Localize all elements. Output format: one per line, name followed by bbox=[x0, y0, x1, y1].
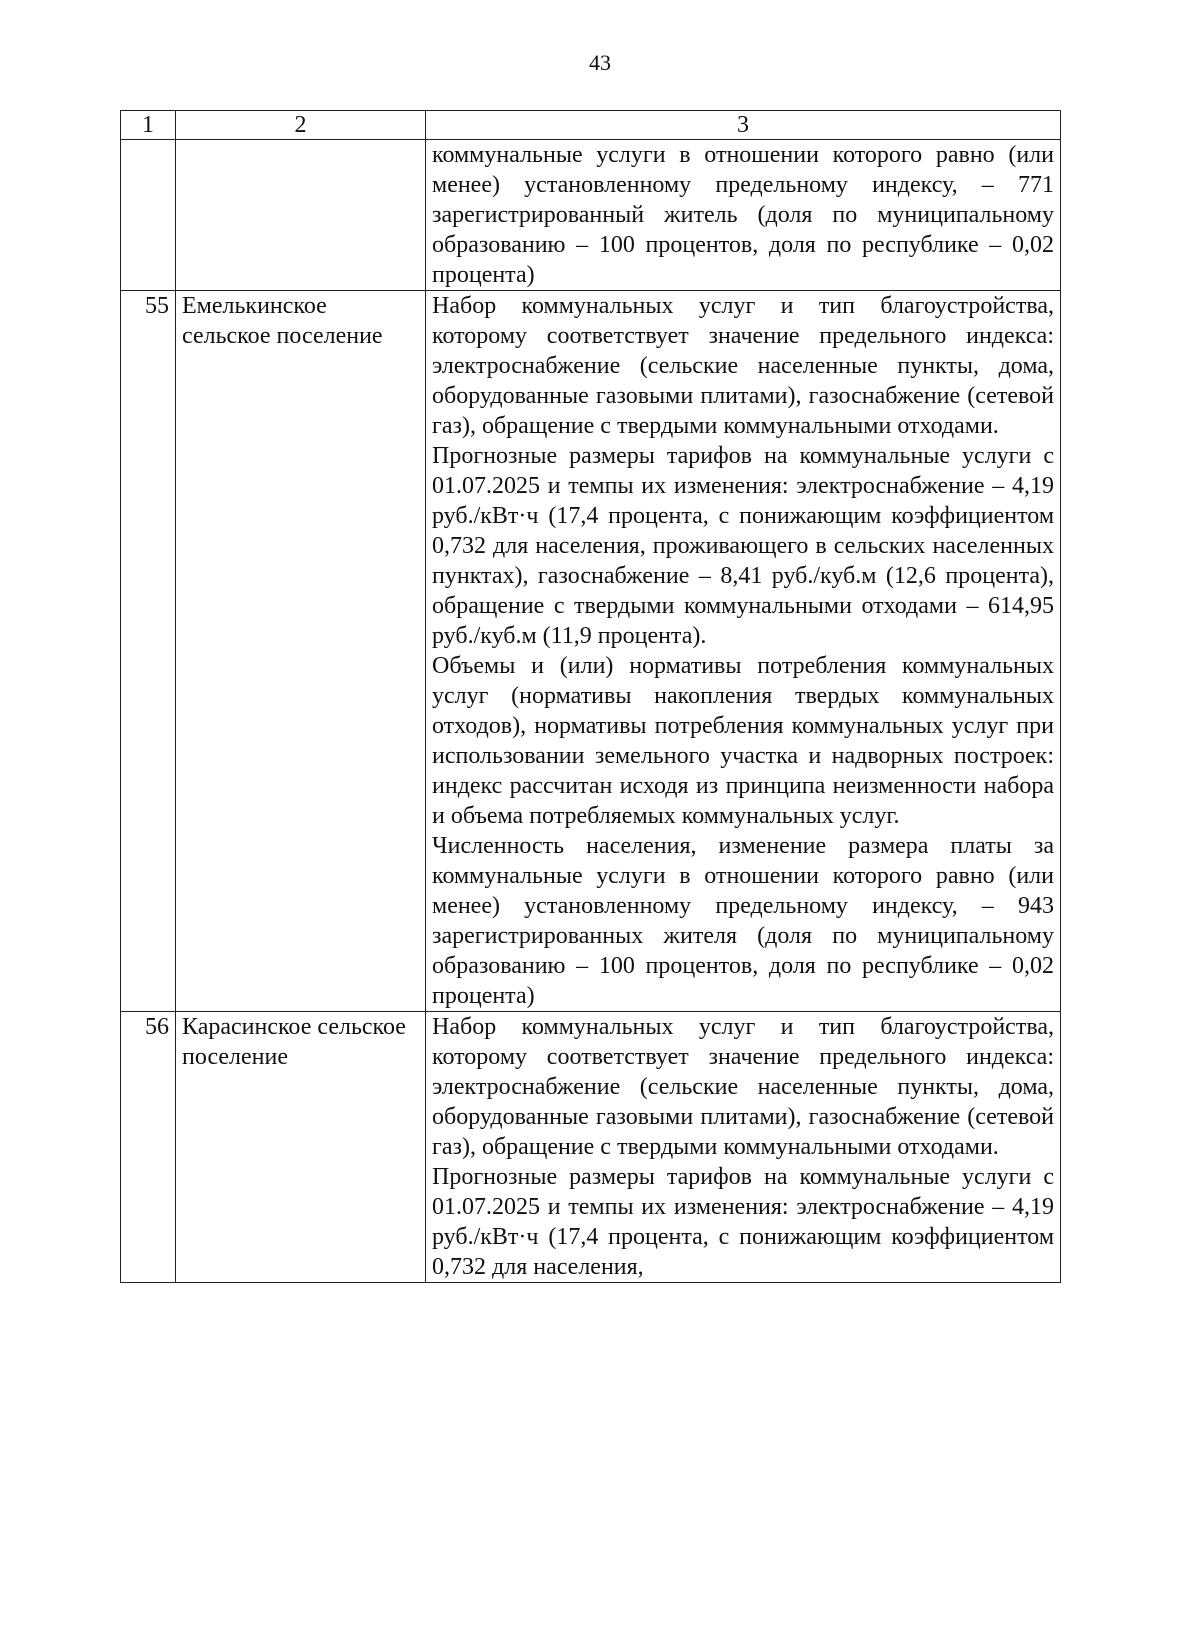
row-description bbox=[426, 291, 1061, 1012]
column-header-3: 3 bbox=[426, 111, 1061, 140]
paragraph: Численность населения, изменение размера платы за коммунальные услуги в отношении которого равно (или менее) установленному предельному индексу, – 943 зарегистрированных жителя (доля по муниципальному образованию – 100 процентов, доля по республике – 0,02 процента) bbox=[432, 833, 1054, 1009]
row-number: 55 bbox=[121, 291, 176, 1012]
paragraph: Набор коммунальных услуг и тип благоустройства, которому соответствует значение предельного индекса: электроснабжение (сельские населенные пункты, дома, оборудованные газовыми плитами), газоснабжение (сетевой газ), обращение с твердыми коммунальными отходами. bbox=[432, 293, 1054, 439]
column-header-1: 1 bbox=[121, 111, 176, 140]
paragraph: Прогнозные размеры тарифов на коммунальные услуги с 01.07.2025 и темпы их изменения: электроснабжение – 4,19 руб./кВт·ч (17,4 процента, с понижающим коэффициентом 0,732 для населения, проживающего в сельских населенных пунктах), газоснабжение – 8,41 руб./куб.м (12,6 процента), обращение с твердыми коммунальными отходами – 614,95 руб./куб.м (11,9 процента). bbox=[432, 443, 1054, 649]
column-header-2: 2 bbox=[176, 111, 426, 140]
paragraph: Набор коммунальных услуг и тип благоустройства, которому соответствует значение предельного индекса: электроснабжение (сельские населенные пункты, дома, оборудованные газовыми плитами), газоснабжение (сетевой газ), обращение с твердыми коммунальными отходами. bbox=[432, 1014, 1054, 1160]
row-number bbox=[121, 140, 176, 291]
document-table bbox=[120, 110, 1061, 1283]
paragraph: Объемы и (или) нормативы потребления коммунальных услуг (нормативы накопления твердых коммунальных отходов), нормативы потребления коммунальных услуг при использовании земельного участка и надворных построек: индекс рассчитан исходя из принципа неизменности набора и объема потребляемых коммунальных услуг. bbox=[432, 653, 1054, 829]
table-row-56 bbox=[121, 1012, 1061, 1283]
page-number: 43 bbox=[589, 50, 611, 75]
table-header-row bbox=[121, 111, 1061, 140]
settlement-name bbox=[176, 140, 426, 291]
settlement-name: Карасинское сельское поселение bbox=[176, 1012, 426, 1283]
row-description bbox=[426, 1012, 1061, 1283]
table-row-continuation bbox=[121, 140, 1061, 291]
paragraph: Прогнозные размеры тарифов на коммунальные услуги с 01.07.2025 и темпы их изменения: электроснабжение – 4,19 руб./кВт·ч (17,4 процента, с понижающим коэффициентом 0,732 для населения, bbox=[432, 1164, 1054, 1280]
table-row-55 bbox=[121, 291, 1061, 1012]
row-number: 56 bbox=[121, 1012, 176, 1283]
settlement-name: Емелькинское сельское поселение bbox=[176, 291, 426, 1012]
paragraph: коммунальные услуги в отношении которого равно (или менее) установленному предельному индексу, – 771 зарегистрированный житель (доля по муниципальному образованию – 100 процентов, доля по республике – 0,02 процента) bbox=[432, 142, 1054, 288]
row-description bbox=[426, 140, 1061, 291]
